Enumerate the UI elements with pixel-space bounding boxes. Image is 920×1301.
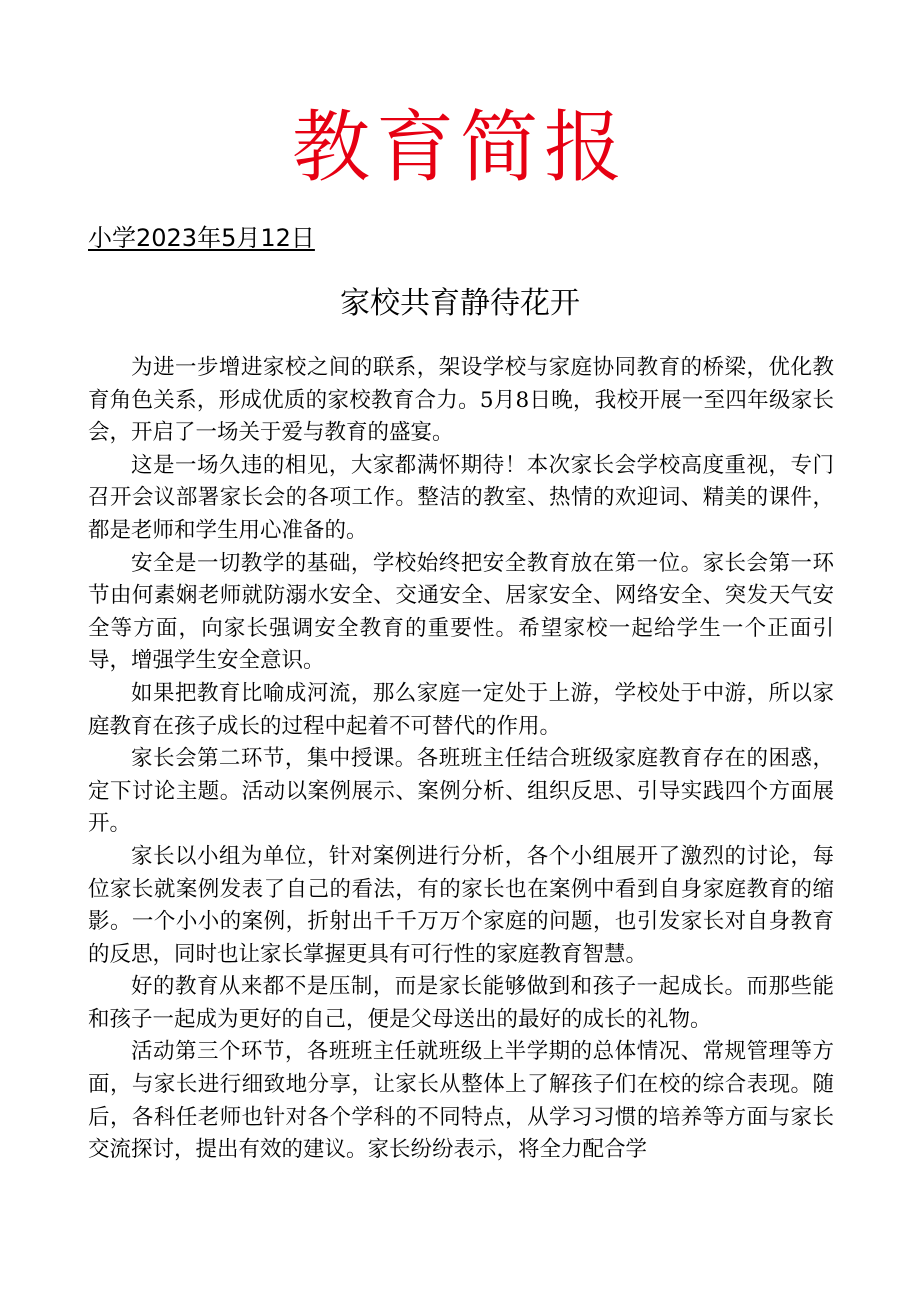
paragraph: 活动第三个环节，各班班主任就班级上半学期的总体情况、常规管理等方面，与家长进行细致地分享，让家长从整体上了解孩子们在校的综合表现。随后，各科任老师也针对各个学科的不同特点，从学习习惯的培养等方面与家长交流探讨，提出有效的建议。家长纷纷表示，将全力配合学 [88,1039,834,1163]
paragraph: 好的教育从来都不是压制，而是家长能够做到和孩子一起成长。而那些能和孩子一起成为更好的自己，便是父母送出的最好的成长的礼物。 [88,974,834,1032]
paragraph: 安全是一切教学的基础，学校始终把安全教育放在第一位。家长会第一环节由何素娴老师就防溺水安全、交通安全、居家安全、网络安全、突发天气安全等方面，向家长强调安全教育的重要性。希望家校一起给学生一个正面引导，增强学生安全意识。 [88,550,834,674]
paragraph: 如果把教育比喻成河流，那么家庭一定处于上游，学校处于中游，所以家庭教育在孩子成长的过程中起着不可替代的作用。 [88,680,834,739]
issue-date-line: 小学2023年5月12日 [88,224,315,252]
article-body [88,352,834,1167]
paragraph: 这是一场久违的相见，大家都满怀期待！本次家长会学校高度重视，专门召开会议部署家长会的各项工作。整洁的教室、热情的欢迎词、精美的课件，都是老师和学生用心准备的。 [88,452,834,543]
article-title: 家校共育静待花开 [340,286,580,321]
masthead-title: 教育简报 [291,103,628,193]
paragraph: 为进一步增进家校之间的联系，架设学校与家庭协同教育的桥梁，优化教育角色关系，形成优质的家校教育合力。5月8日晚，我校开展一至四年级家长会，开启了一场关于爱与教育的盛宴。 [88,355,834,446]
paragraph: 家长以小组为单位，针对案例进行分析，各个小组展开了激烈的讨论，每位家长就案例发表了自己的看法，有的家长也在案例中看到自身家庭教育的缩影。一个小小的案例，折射出千千万万个家庭的问题，也引发家长对自身教育的反思，同时也让家长掌握更具有可行性的家庭教育智慧。 [88,843,834,967]
paragraph: 家长会第二环节，集中授课。各班班主任结合班级家庭教育存在的困惑，定下讨论主题。活动以案例展示、案例分析、组织反思、引导实践四个方面展开。 [88,746,834,837]
